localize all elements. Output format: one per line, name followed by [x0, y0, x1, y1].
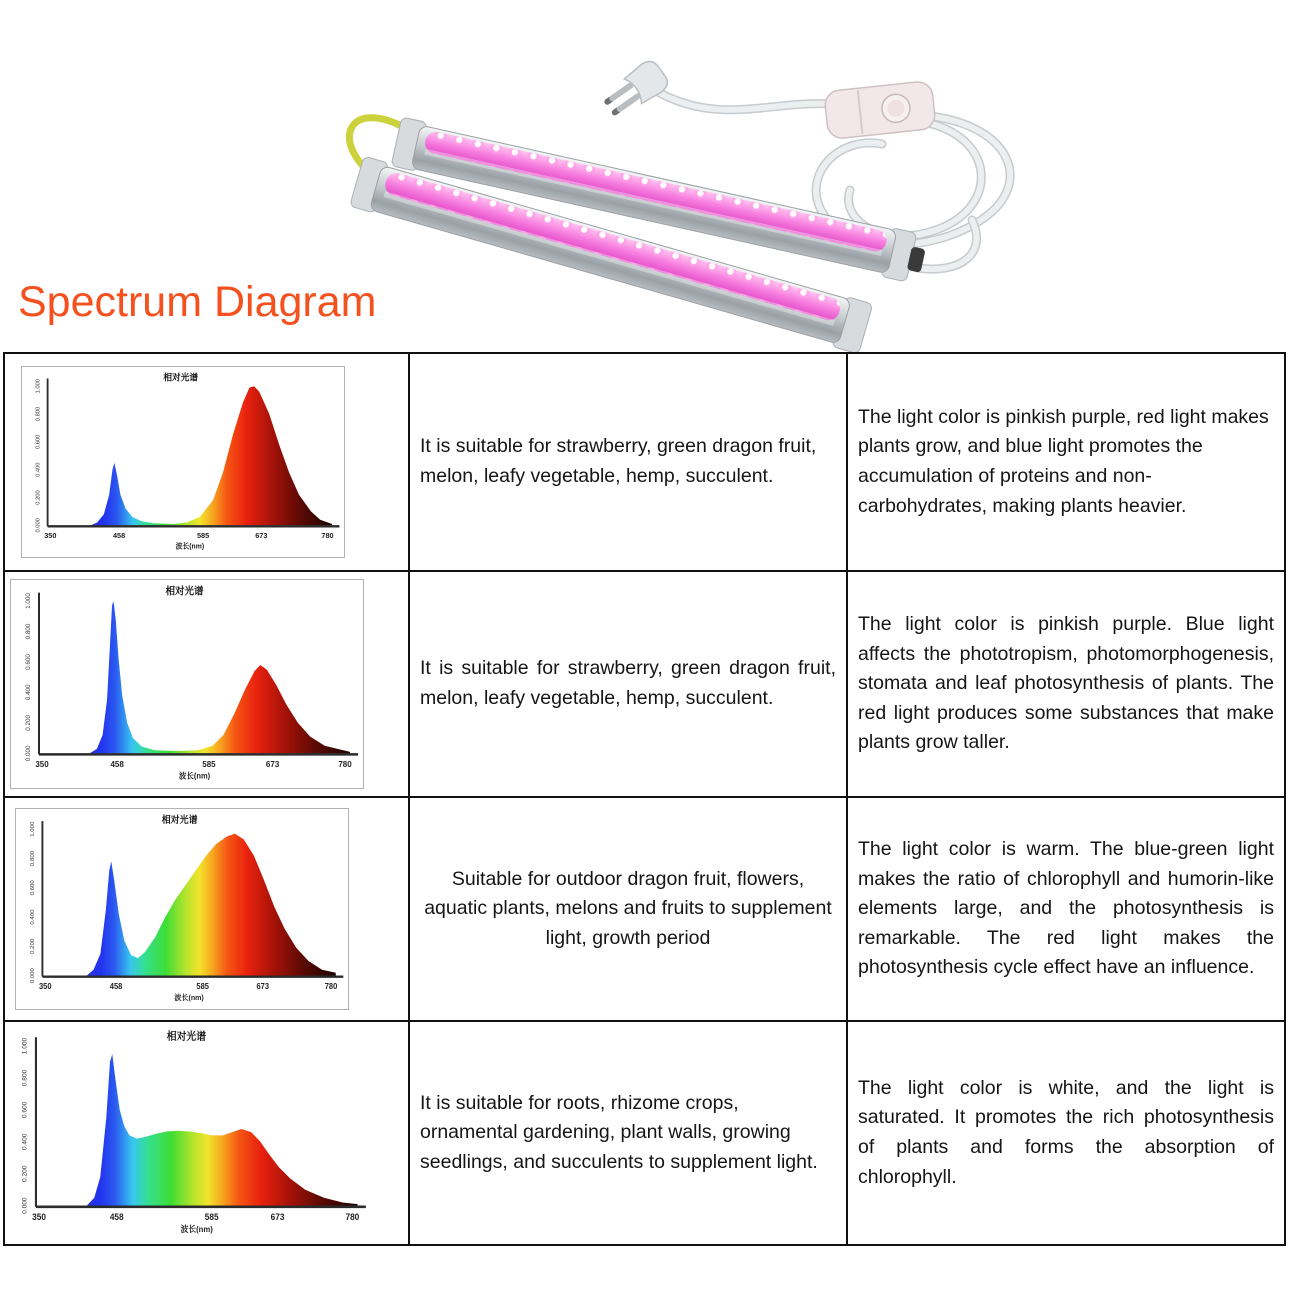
svg-text:0.600: 0.600 — [30, 880, 36, 896]
chart-cell-2 — [4, 571, 409, 797]
chart-cell-1 — [4, 353, 409, 571]
svg-text:0.000: 0.000 — [30, 968, 36, 984]
suitability-cell-3 — [409, 797, 847, 1021]
svg-text:0.200: 0.200 — [25, 714, 32, 731]
description-cell-3 — [847, 797, 1285, 1021]
spectrum-chart-box-1 — [21, 366, 345, 558]
svg-text:0.600: 0.600 — [21, 1101, 29, 1119]
table-row — [4, 797, 1285, 1021]
spectrum-table — [3, 352, 1286, 1246]
spectrum-chart-3 — [16, 809, 348, 1009]
svg-text:350: 350 — [38, 981, 52, 991]
spectrum-chart-1 — [22, 367, 344, 557]
svg-text:波长(nm): 波长(nm) — [174, 992, 204, 1002]
power-plug — [599, 57, 672, 122]
svg-text:0.800: 0.800 — [35, 406, 42, 422]
svg-text:0.200: 0.200 — [30, 938, 36, 954]
svg-text:673: 673 — [255, 530, 268, 540]
svg-text:相对光谱: 相对光谱 — [166, 1031, 207, 1043]
svg-text:458: 458 — [112, 530, 126, 540]
svg-text:585: 585 — [204, 1211, 219, 1223]
svg-text:1.000: 1.000 — [21, 1037, 29, 1055]
svg-text:458: 458 — [109, 1211, 124, 1223]
svg-text:1.000: 1.000 — [35, 379, 42, 394]
description-text: The light color is warm. The blue-green light makes the ratio of chlorophyll and humorin-like elements large, and the photosynthesis is remarkable. The red light makes the photosynthesis cycle effect have an influence. — [858, 837, 1274, 979]
svg-text:585: 585 — [202, 759, 216, 770]
description-cell-1 — [847, 353, 1285, 571]
svg-text:673: 673 — [265, 759, 280, 770]
svg-text:458: 458 — [110, 759, 124, 770]
description-text: The light color is pinkish purple, red light makes plants grow, and blue light promotes the accumulation of proteins and non-carbohydrates, making plants heavier. — [858, 405, 1269, 517]
svg-text:波长(nm): 波长(nm) — [178, 771, 211, 781]
svg-text:0.000: 0.000 — [21, 1197, 29, 1214]
svg-text:458: 458 — [109, 981, 123, 991]
svg-text:780: 780 — [321, 530, 334, 540]
suitability-cell-2 — [409, 571, 847, 797]
svg-text:350: 350 — [44, 530, 57, 540]
svg-text:673: 673 — [256, 981, 270, 991]
table-row — [4, 571, 1285, 797]
spectrum-chart-4 — [7, 1024, 371, 1242]
svg-text:0.600: 0.600 — [35, 434, 42, 450]
table-row — [4, 353, 1285, 571]
svg-text:0.400: 0.400 — [35, 462, 42, 477]
svg-text:0.200: 0.200 — [35, 490, 42, 505]
svg-text:585: 585 — [196, 530, 210, 540]
svg-text:0.400: 0.400 — [21, 1133, 29, 1151]
svg-text:0.400: 0.400 — [30, 909, 36, 925]
svg-text:1.000: 1.000 — [25, 593, 32, 609]
svg-text:350: 350 — [35, 759, 49, 770]
chart-cell-4 — [4, 1021, 409, 1245]
svg-text:相对光谱: 相对光谱 — [165, 586, 204, 598]
spectrum-chart-2 — [11, 580, 363, 788]
suitability-text: It is suitable for roots, rhizome crops, ornamental gardening, plant walls, growing seedlings, and succulents to supplement light. — [420, 1091, 818, 1173]
suitability-cell-4 — [409, 1021, 847, 1245]
svg-text:0.600: 0.600 — [25, 654, 32, 670]
svg-text:0.400: 0.400 — [25, 684, 32, 701]
spectrum-chart-box-2 — [10, 579, 364, 789]
description-text: The light color is pinkish purple. Blue light affects the phototropism, photomorphogenesis, stomata and leaf photosynthesis of plants. The red light produces some substances that make plants grow taller. — [858, 612, 1274, 754]
suitability-text: Suitable for outdoor dragon fruit, flowers, aquatic plants, melons and fruits to supplement light, growth period — [424, 867, 832, 949]
spectrum-chart-box-3 — [15, 808, 349, 1010]
spectrum-chart-box-4 — [7, 1024, 371, 1242]
description-cell-4 — [847, 1021, 1285, 1245]
suitability-cell-1 — [409, 353, 847, 571]
svg-text:0.000: 0.000 — [25, 745, 32, 762]
svg-text:波长(nm): 波长(nm) — [180, 1224, 213, 1235]
svg-text:相对光谱: 相对光谱 — [161, 814, 198, 826]
svg-text:673: 673 — [270, 1211, 285, 1223]
table-row — [4, 1021, 1285, 1245]
chart-cell-3 — [4, 797, 409, 1021]
suitability-text: It is suitable for strawberry, green dragon fruit, melon, leafy vegetable, hemp, succulent. — [420, 657, 836, 709]
svg-text:585: 585 — [196, 981, 209, 991]
svg-text:350: 350 — [32, 1211, 46, 1223]
svg-text:1.000: 1.000 — [30, 821, 36, 837]
suitability-text: It is suitable for strawberry, green dragon fruit, melon, leafy vegetable, hemp, succulent. — [420, 435, 817, 487]
svg-text:0.000: 0.000 — [35, 518, 42, 533]
svg-text:0.200: 0.200 — [21, 1165, 29, 1182]
svg-text:波长(nm): 波长(nm) — [175, 543, 205, 551]
svg-text:780: 780 — [338, 759, 352, 770]
product-photo — [320, 40, 1060, 352]
description-cell-2 — [847, 571, 1285, 797]
svg-text:0.800: 0.800 — [25, 623, 32, 640]
svg-text:780: 780 — [345, 1211, 360, 1223]
inline-switch — [824, 80, 936, 139]
svg-text:相对光谱: 相对光谱 — [163, 372, 199, 383]
svg-text:780: 780 — [324, 981, 338, 991]
svg-text:0.800: 0.800 — [30, 850, 36, 867]
svg-text:0.800: 0.800 — [21, 1069, 29, 1087]
description-text: The light color is white, and the light is saturated. It promotes the rich photosynthesis of plants and forms the absorption of chlorophyll. — [858, 1076, 1274, 1188]
page-title: Spectrum Diagram — [18, 278, 377, 326]
